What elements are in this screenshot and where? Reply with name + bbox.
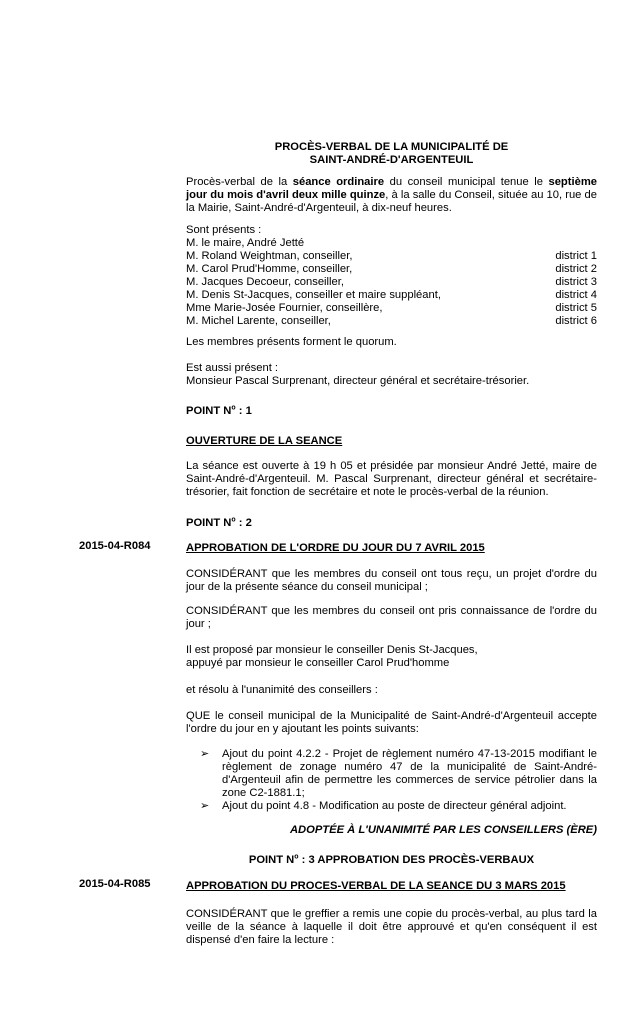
resolution-number: 2015-04-R084 — [79, 540, 151, 552]
point-1-title: OUVERTURE DE LA SEANCE — [186, 435, 343, 447]
considerant-3: CONSIDÉRANT que le greffier a remis une copie du procès-verbal, au plus tard la veille de la séance à laquelle il doit être approuvé et qu'en conséquent il est dispensé d'en faire la lecture : — [186, 908, 597, 946]
member-name: M. Roland Weightman, conseiller, — [186, 250, 353, 262]
point-sup: o — [294, 853, 299, 861]
point-sup: o — [231, 404, 236, 412]
member-name: Mme Marie-Josée Fournier, conseillère, — [186, 302, 383, 314]
member-name: M. Denis St-Jacques, conseiller et maire suppléant, — [186, 289, 441, 301]
list-item-text: Ajout du point 4.8 - Modification au poste de directeur général adjoint. — [222, 800, 567, 812]
point-3-title: APPROBATION DU PROCES-VERBAL DE LA SEANCE DU 3 MARS 2015 — [186, 880, 566, 892]
member-district: district 6 — [555, 315, 597, 327]
presents-heading: Sont présents : — [186, 224, 262, 236]
also-present — [186, 362, 597, 388]
intro-bold-1: séance ordinaire — [292, 176, 385, 188]
title-line-2: SAINT-ANDRÉ-D'ARGENTEUIL — [309, 154, 474, 166]
also-present-heading: Est aussi présent : — [186, 362, 279, 374]
list-item — [186, 748, 597, 800]
proposed-by: Il est proposé par monsieur le conseiller Denis St-Jacques, — [186, 644, 478, 656]
que-paragraph: QUE le conseil municipal de la Municipalité de Saint-André-d'Argenteuil accepte l'ordre du jour en y ajoutant les points suivants: — [186, 710, 597, 735]
seconded-by: appuyé par monsieur le conseiller Carol Prud'homme — [186, 657, 450, 669]
also-present-text: Monsieur Pascal Surprenant, directeur général et secrétaire-trésorier. — [186, 375, 530, 387]
member-row — [186, 250, 597, 263]
point-2-heading — [186, 517, 597, 530]
point-3-heading — [186, 854, 597, 867]
member-district: district 1 — [555, 250, 597, 262]
member-name: M. Carol Prud'Homme, conseiller, — [186, 263, 353, 275]
considerant-2: CONSIDÉRANT que les membres du conseil ont pris connaissance de l'ordre du jour ; — [186, 605, 597, 630]
arrowhead-bullet-icon: ➢ — [200, 748, 210, 760]
quorum-line: Les membres présents forment le quorum. — [186, 336, 397, 348]
member-name: M. Michel Larente, conseiller, — [186, 315, 331, 327]
point-1-text: La séance est ouverte à 19 h 05 et présidée par monsieur André Jetté, maire de Saint-André-d'Argenteuil. M. Pascal Surprenant, directeur général et secrétaire-trésorier, fait fonction de secrétaire et note le procès-verbal de la réunion. — [186, 460, 597, 498]
point-label: POINT N — [186, 517, 232, 529]
member-row — [186, 315, 597, 328]
intro-text-3: , à la salle du Conseil, située au 10, rue de la Mairie, Saint-André-d'Argenteuil, à dix-neuf heures. — [186, 189, 597, 214]
arrowhead-bullet-icon: ➢ — [200, 800, 210, 812]
list-item — [186, 800, 597, 813]
list-item-text: Ajout du point 4.2.2 - Projet de règlement numéro 47-13-2015 modifiant le règlement de zonage numéro 47 de la municipalité de Saint-André-d'Argenteuil afin de permettre les commerces de service pétrolier dans la zone C2-1881.1; — [222, 748, 597, 799]
member-district: district 3 — [555, 276, 597, 288]
intro-text-1: Procès-verbal de la — [186, 176, 293, 188]
member-row — [186, 289, 597, 302]
intro-text-2: du conseil municipal tenue le — [384, 176, 549, 188]
title-line-1: PROCÈS-VERBAL DE LA MUNICIPALITÉ DE — [274, 141, 509, 153]
point-label: POINT N — [248, 854, 295, 866]
member-district: district 5 — [555, 302, 597, 314]
point-number: : 2 — [235, 517, 252, 529]
bullet-list — [186, 748, 597, 813]
member-name: M. Jacques Decoeur, conseiller, — [186, 276, 344, 288]
point-label: POINT N — [186, 405, 232, 417]
attendance-list — [186, 224, 597, 328]
member-district: district 2 — [555, 263, 597, 275]
considerant-1: CONSIDÉRANT que les membres du conseil ont tous reçu, un projet d'ordre du jour de la présente séance du conseil municipal ; — [186, 568, 597, 593]
member-row — [186, 302, 597, 315]
point-2-title: APPROBATION DE L'ORDRE DU JOUR DU 7 AVRIL 2015 — [186, 542, 485, 554]
intro-paragraph — [186, 176, 597, 215]
resolved-line: et résolu à l'unanimité des conseillers : — [186, 684, 378, 696]
mayor-line: M. le maire, André Jetté — [186, 237, 305, 249]
document-title — [186, 141, 597, 167]
intro-bold-2: septième jour du mois d'avril deux mille quinze — [186, 176, 597, 201]
point-number: : 1 — [235, 405, 252, 417]
point-number: : 3 APPROBATION DES PROCÈS-VERBAUX — [298, 854, 535, 866]
point-1-heading — [186, 405, 597, 418]
member-district: district 4 — [555, 289, 597, 301]
member-row — [186, 276, 597, 289]
motion — [186, 644, 597, 670]
adopted-line: ADOPTÉE À L'UNANIMITÉ PAR LES CONSEILLERS (ÈRE) — [289, 824, 597, 836]
point-sup: o — [231, 516, 236, 524]
member-row — [186, 263, 597, 276]
resolution-number: 2015-04-R085 — [79, 878, 151, 890]
